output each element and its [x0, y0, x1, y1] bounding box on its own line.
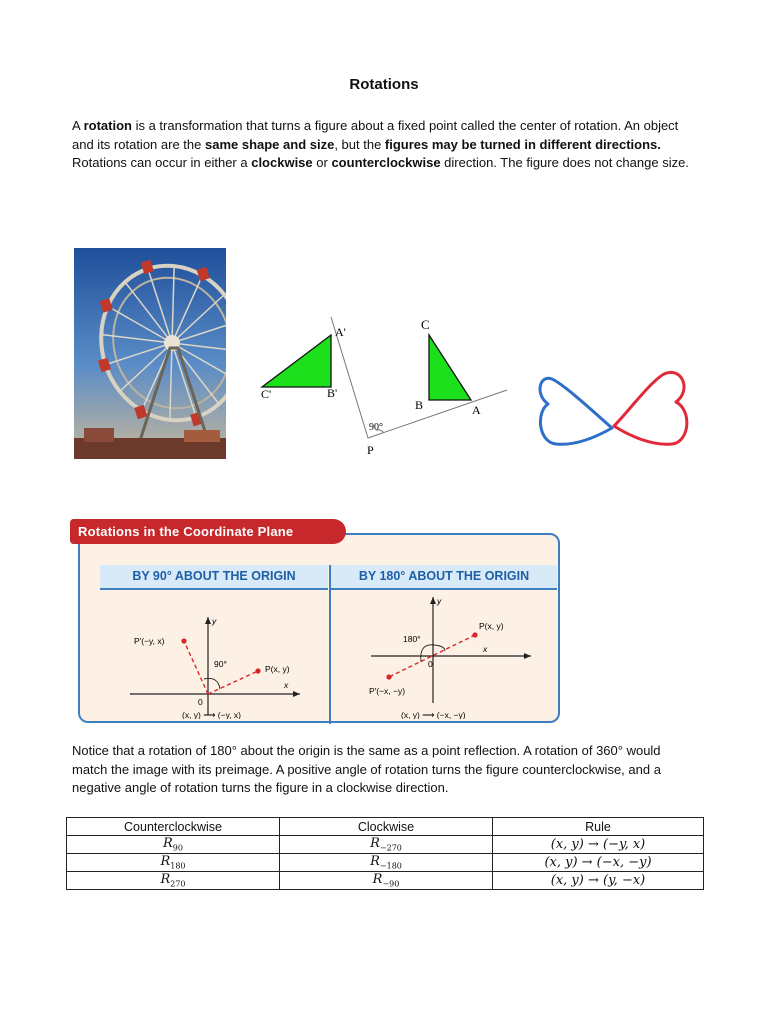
svg-text:(x, y) ⟶ (−y, x): (x, y) ⟶ (−y, x) [182, 710, 242, 719]
svg-text:0: 0 [428, 659, 433, 669]
svg-text:x: x [284, 680, 289, 690]
cw-cell: $R_{-270}$ [280, 836, 493, 854]
graph-90 [100, 591, 328, 719]
label-a: A [472, 403, 481, 417]
point-p-prime [181, 638, 186, 643]
rule-cell: (x, y) → (−y, x) [493, 836, 704, 854]
ccw-cell: $R_{180}$ [67, 854, 280, 872]
panel-banner: Rotations in the Coordinate Plane [70, 519, 346, 544]
header-rule: Rule [493, 818, 704, 836]
header-180: BY 180° ABOUT THE ORIGIN [331, 565, 557, 590]
svg-text:180°: 180° [403, 634, 421, 644]
table-row [67, 836, 704, 854]
coordinate-plane-panel [70, 519, 562, 723]
svg-text:(x, y) ⟶ (−x, −y): (x, y) ⟶ (−x, −y) [401, 710, 466, 719]
svg-text:y: y [212, 616, 217, 626]
header-ccw: Counterclockwise [67, 818, 280, 836]
rotated-triangle [262, 335, 331, 387]
rule-cell: (x, y) → (y, −x) [493, 872, 704, 890]
triangle-rotation-diagram [255, 305, 520, 465]
cw-cell: $R_{-180}$ [280, 854, 493, 872]
svg-text:P(x, y): P(x, y) [265, 664, 290, 674]
ccw-cell: $R_{90}$ [67, 836, 280, 854]
intro-paragraph: A rotation is a transformation that turns a figure about a fixed point called the center of rotation. An object and its rotation are the same shape and size, but the figures may be turned in different directions. Rotations can occur in either a clockwise or counterclockwise direction. The figure does not change size. [72, 118, 689, 170]
ccw-cell: $R_{270}$ [67, 872, 280, 890]
graph-180 [331, 591, 557, 719]
ferris-wheel-photo [74, 248, 226, 459]
rule-cell: (x, y) → (−x, −y) [493, 854, 704, 872]
table-row [67, 872, 704, 890]
svg-text:x: x [483, 644, 488, 654]
angle-label: 90° [369, 422, 383, 433]
rotation-rules-table [66, 817, 704, 890]
panel-box [78, 533, 560, 723]
original-triangle [429, 335, 471, 400]
cw-cell: $R_{-90}$ [280, 872, 493, 890]
hearts-illustration [536, 368, 694, 456]
label-b-prime: B' [327, 386, 338, 400]
point-p [255, 668, 260, 673]
label-b: B [415, 398, 424, 412]
table-row [67, 854, 704, 872]
rotation-rays [331, 317, 507, 438]
svg-text:0: 0 [198, 697, 203, 707]
svg-text:90°: 90° [214, 659, 227, 669]
point-p [472, 632, 477, 637]
svg-text:P′(−x, −y): P′(−x, −y) [369, 686, 406, 696]
header-90: BY 90° ABOUT THE ORIGIN [100, 565, 328, 590]
label-p: P [367, 443, 374, 457]
notice-paragraph: Notice that a rotation of 180° about the origin is the same as a point reflection. A rotation of 360° would match the image with its preimage. A positive angle of rotation turns the figure counterclockwise, and a negative angle of rotation turns the figure in a clockwise direction. [72, 743, 661, 795]
page-title: Rotations [349, 76, 419, 93]
header-cw: Clockwise [280, 818, 493, 836]
label-c: C [421, 317, 430, 332]
svg-text:y: y [437, 596, 442, 606]
svg-text:P′(−y, x): P′(−y, x) [134, 636, 165, 646]
point-p-prime [386, 674, 391, 679]
svg-text:P(x, y): P(x, y) [479, 621, 504, 631]
label-c-prime: C' [261, 387, 272, 401]
label-a-prime: A' [335, 325, 346, 339]
table-header-row [67, 818, 704, 836]
